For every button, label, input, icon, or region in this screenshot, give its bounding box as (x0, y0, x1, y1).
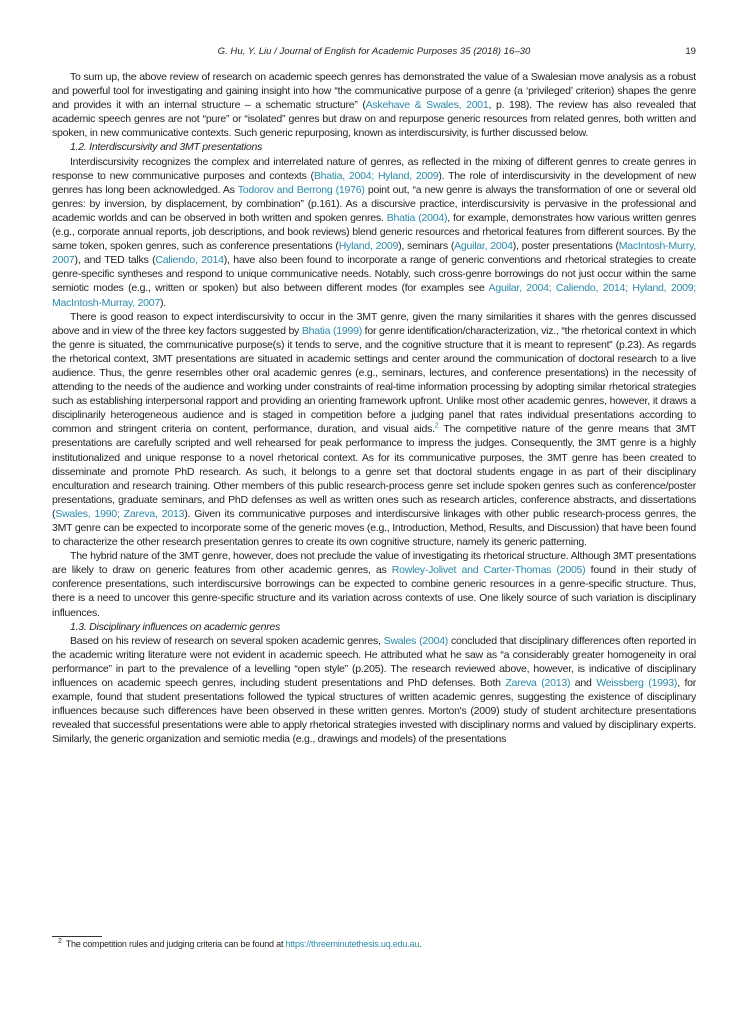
citation-link[interactable]: Bhatia (1999) (301, 324, 362, 337)
footnote-number: 2 (58, 938, 62, 945)
running-header (52, 46, 696, 62)
footnote-url-link[interactable]: https://threeminutethesis.uq.edu.au (285, 939, 420, 949)
paragraph (52, 549, 696, 619)
text: Interdiscursivity recognizes the complex and interrelated nature of genres, as reflected in the mixing of different genres to create genres in response to new communicative purposes and contexts ( (52, 155, 696, 182)
citation-link[interactable]: Aguilar, 2004; Caliendo, 2014; Hyland, 2009; MacIntosh-Murray, 2007 (52, 282, 696, 309)
text: point out, “a new genre is always the transformation of one or several old genres: by inversion, by displacement, by combination” (p.161). As a discursive practice, interdiscursivity is pervasive in the professional and academic worlds and can be observed in both written and spoken genres. (52, 183, 696, 224)
text: ). (160, 296, 166, 309)
text: concluded that disciplinary differences often reported in the academic writing literature were not evident in academic speech. He attributed what he saw as “a considerably greater homogeneity in oral performance” in part to the prevalence of a levelling “open style” (p.205). The research reviewed above, however, is indicative of disciplinary influences on academic speech genres, including student presentations and PhD defenses. Both (52, 634, 696, 690)
text: To sum up, the above review of research on academic speech genres has demonstrated the value of a Swalesian move analysis as a robust and powerful tool for investigating and gaining insight into how “the communicative purpose of a genre (a ‘privileged’ criterion) shapes the genre and provides it with an internal structure – a schematic structure” ( (52, 71, 696, 112)
text: , for example, demonstrates how various written genres (e.g., corporate annual reports, job descriptions, and book reviews) blend generic resources and rhetorical features from different sources. By the same token, spoken genres, such as conference presentations ( (52, 211, 696, 253)
citation-link[interactable]: Bhatia, 2004; Hyland, 2009 (313, 169, 439, 182)
citation-link[interactable]: Weissberg (1993) (596, 677, 678, 690)
citation-link[interactable]: Hyland, 2009 (338, 240, 399, 253)
citation-link[interactable]: Swales, 1990; Zareva, 2013 (55, 507, 185, 520)
footnote-end: . (419, 939, 422, 949)
text: ), seminars ( (398, 240, 455, 253)
section-heading-1-3: 1.3. Disciplinary influences on academic genres (70, 620, 281, 633)
section-heading-1-2: 1.2. Interdiscursivity and 3MT presentations (70, 141, 263, 154)
citation-link[interactable]: Askehave & Swales, 2001 (365, 99, 489, 112)
text: ). Given its communicative purposes and interdiscursive linkages with other public research-process genres, the 3MT genre can be expected to incorporate some of the generic moves (e.g., Introduction, Method, Results, and Discussion) that have been found to characterize the other research presentation genres to create its own cognitive structure, namely its generic patterning. (52, 507, 696, 549)
text: There is good reason to expect interdiscursivity to occur in the 3MT genre, given the many similarities it shares with the genres discussed above and in view of the three key factors suggested by (52, 310, 696, 337)
text: found in their study of conference presentations, such interdiscursive borrowings can be expected to combine generic resources in a genre-specific structure. Thus, there is a need to uncover this genre-specific structure and its variation across contexts of use. One likely source of such variation is disciplinary influences. (52, 564, 697, 619)
text: The hybrid nature of the 3MT genre, however, does not preclude the value of investigating its rhetorical structure. Although 3MT presentations are likely to draw on generic features from other academic genres, as (52, 550, 696, 577)
paragraph-intro (52, 70, 696, 140)
citation-link[interactable]: Zareva (2013) (505, 677, 571, 690)
paragraph (52, 634, 696, 747)
footnote-text: The competition rules and judging criteria can be found at (65, 939, 286, 949)
text: and (570, 677, 597, 690)
footnote-marker[interactable]: 2 (434, 422, 439, 430)
text: ). The role of interdiscursivity in the development of new genres has long been acknowledged. As (52, 169, 696, 196)
text: for genre identification/characterization, viz., “the rhetorical context in which the genre is situated, the communicative purpose(s) it tends to serve, and the cognitive structure that it is meant to represent” (p.23). As regards the rhetorical context, 3MT presentations are situated in academic settings and center around the communication of doctoral research to a live audience. Thus, the genre resembles other oral academic genres (e.g., seminars, lectures, and conference presentations) in the necessity of attending to the needs of the audience and working under constraints of real-time information processing by adopting similar rhetorical strategies such as establishing interpersonal rapport and providing an orienting framework upfront. Unlike most other academic genres, however, it draws a disciplinarily heterogeneous audience and is staged in competition before a judging panel that rates individual presentations according to common and stringent criteria on content, performance, duration, and visual aids. (52, 324, 696, 436)
text: ), poster presentations ( (512, 240, 619, 253)
citation-link[interactable]: Aguilar, 2004 (454, 240, 513, 253)
text: , p. 198). The review has also revealed that academic speech genres are not “pure” or “isolated” genres but draw on and repurpose generic resources from related genres, both written and spoken, in new communicative contexts. Such generic repurposing, known as interdiscursivity, is further discussed below. (52, 99, 696, 140)
text: The competitive nature of the genre means that 3MT presentations are carefully scripted and well rehearsed for peak performance to impress the judges. Consequently, the 3MT genre is a highly institutionalized and unique response to a novel rhetorical context. As for its communicative purposes, the 3MT genre has been created to disseminate and promote PhD research. As such, it belongs to a genre set that doctoral students engage in as part of their disciplinary enculturation and research training. Other members of this public research-process genre set include spoken genres such as conference/poster presentations, graduate seminars, and PhD defenses as well as written ones such as research articles, conference abstracts, and dissertations ( (52, 423, 696, 520)
citation-link[interactable]: Swales (2004) (383, 634, 449, 647)
running-title: G. Hu, Y. Liu / Journal of English for Academic Purposes 35 (2018) 16–30 (217, 46, 531, 57)
text: ), and TED talks ( (74, 254, 156, 267)
citation-link[interactable]: Todorov and Berrong (1976) (237, 183, 365, 196)
page-number: 19 (685, 46, 696, 57)
text: ), have also been found to incorporate a range of generic conventions and rhetorical strategies to create genre-specific syntheses and respond to unique communicative needs. Notably, such cross-genre borrowings do not just occur within the same semiotic modes (e.g., written or spoken) but also between different modes (for examples see (52, 254, 696, 295)
citation-link[interactable]: Rowley-Jolivet and Carter-Thomas (2005) (391, 564, 586, 577)
paragraph (52, 310, 696, 550)
citation-link[interactable]: Caliendo, 2014 (155, 254, 224, 267)
article-body (52, 70, 696, 747)
citation-link[interactable]: Bhatia (2004) (386, 211, 448, 224)
text: Based on his review of research on several spoken academic genres, (70, 634, 384, 647)
footnote (58, 939, 421, 949)
footnote-divider (52, 936, 102, 937)
citation-link[interactable]: MacIntosh-Murry, 2007 (52, 240, 696, 267)
text: , for example, found that student presentations followed the typical structures of written academic genres, suggesting the existence of disciplinary influences because such differences have been observed in these written genres. Morton's (2009) study of student architecture presentations revealed that successful presentations were able to apply rhetorical strategies invested with disciplinary norms and valued by disciplinary experts. Similarly, the generic organization and semiotic media (e.g., drawings and models) of the presentations (52, 677, 697, 746)
paragraph (52, 155, 696, 310)
